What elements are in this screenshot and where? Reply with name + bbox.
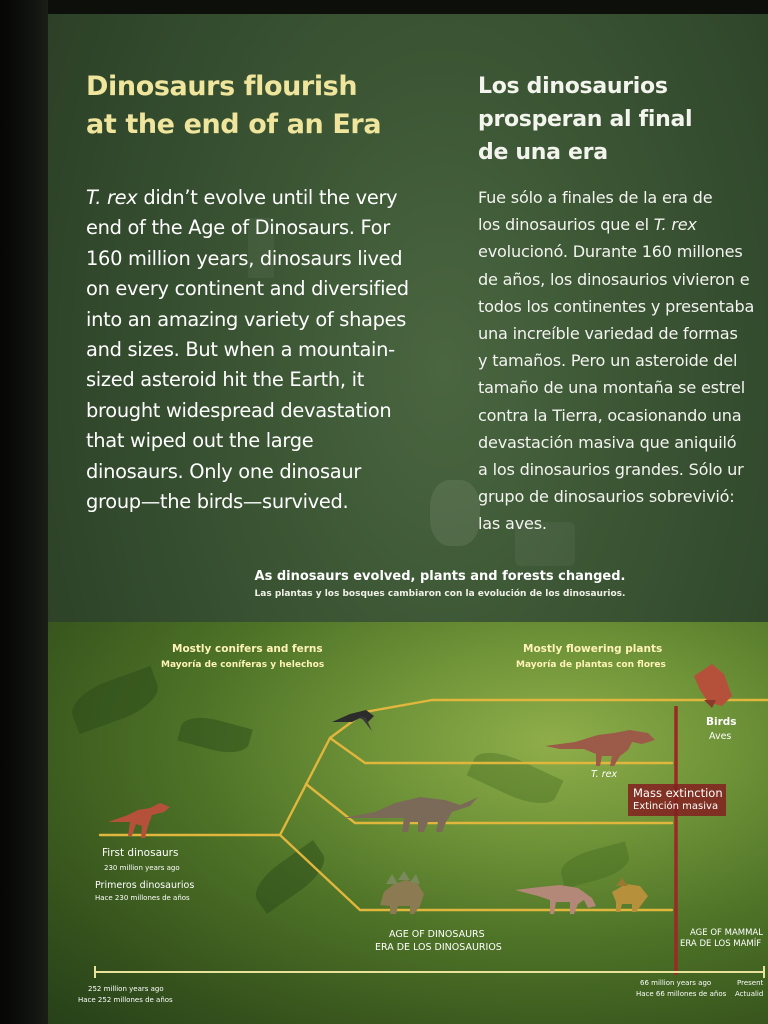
text-run: end of the Age of Dinosaurs. For	[86, 216, 390, 240]
text-run: dinosaurs. Only one dinosaur	[86, 459, 362, 483]
text-run: Fue sólo a finales de la era de	[478, 188, 713, 207]
text-run: todos los continentes y presentaba	[478, 296, 755, 316]
diagram-heading-english: As dinosaurs evolved, plants and forests changed.	[254, 569, 626, 584]
mass-extinction-badge	[628, 784, 726, 816]
text-run: brought widespread devastation	[86, 398, 392, 422]
label-time-252-es: Hace 252 millones de años	[78, 996, 173, 1004]
label-first-time-en: 230 million years ago	[104, 864, 180, 872]
label-flowering-es: Mayoría de plantas con flores	[516, 660, 666, 670]
sauropod-icon	[343, 797, 478, 832]
italic-species-name: T. rex	[653, 215, 697, 235]
pterosaur-icon	[332, 710, 374, 731]
label-first-dinosaurs-en: First dinosaurs	[102, 847, 179, 859]
text-run: group—the birds—survived.	[86, 490, 349, 514]
text-run: didn’t evolve until the very	[137, 186, 398, 209]
ceratopsian-icon	[612, 878, 648, 912]
text-run: a los dinosaurios grandes. Sólo ur	[478, 460, 744, 480]
trex-icon	[545, 730, 655, 766]
label-birds-es: Aves	[709, 731, 732, 742]
label-present-en: Present	[737, 979, 764, 987]
text-run: 160 million years, dinosaurs lived	[86, 246, 403, 270]
label-age-dinosaurs-es: ERA DE LOS DINOSAURIOS	[375, 942, 502, 953]
label-mass-extinction-es: Extinción masiva	[633, 801, 719, 812]
italic-species-name: T. rex	[86, 186, 138, 209]
label-first-dinosaurs-es: Primeros dinosaurios	[95, 880, 195, 891]
label-flowering-en: Mostly flowering plants	[523, 643, 663, 655]
label-birds-en: Birds	[706, 716, 737, 728]
text-run: that wiped out the large	[86, 429, 314, 453]
label-first-time-es: Hace 230 millones de años	[95, 894, 190, 902]
text-run: tamaño de una montaña se estrel	[478, 378, 745, 398]
text-run: devastación masiva que aniquiló	[478, 432, 737, 452]
text-run: grupo de dinosaurios sobrevivió:	[478, 487, 735, 507]
label-time-66-es: Hace 66 millones de años	[636, 990, 727, 998]
text-run: contra la Tierra, ocasionando una	[478, 405, 742, 425]
title-english: Dinosaurs flourish at the end of an Era	[86, 71, 382, 140]
diagram-heading-spanish: Las plantas y los bosques cambiaron con la evolución de los dinosaurios.	[254, 589, 626, 599]
label-mass-extinction-en: Mass extinction	[633, 786, 723, 800]
first-dinosaur-icon	[108, 803, 170, 838]
text-run: on every continent and diversified	[86, 277, 409, 301]
label-present-es: Actualid	[735, 990, 764, 998]
label-conifers-en: Mostly conifers and ferns	[172, 643, 323, 655]
label-age-dinosaurs-en: AGE OF DINOSAURS	[389, 929, 485, 940]
branch-lower	[280, 835, 672, 910]
stegosaur-icon	[380, 871, 424, 914]
label-age-mammals-en: AGE OF MAMMAL	[690, 928, 763, 938]
text-run: los dinosaurios que el	[478, 215, 654, 235]
text-run: una increíble variedad de formas	[478, 324, 738, 344]
label-trex: T. rex	[591, 769, 618, 780]
text-run: sized asteroid hit the Earth, it	[86, 368, 365, 392]
text-run: y tamaños. Pero un asteroide del	[478, 351, 738, 371]
label-conifers-es: Mayoría de coníferas y helechos	[161, 660, 325, 670]
label-time-66-en: 66 million years ago	[640, 979, 712, 987]
title-spanish: Los dinosaurios prosperan al final de una era	[478, 74, 693, 165]
label-age-mammals-es: ERA DE LOS MAMÍF	[680, 939, 762, 949]
label-time-252-en: 252 million years ago	[88, 985, 164, 993]
text-run: evolucionó. Durante 160 millones	[478, 242, 743, 262]
text-run: de años, los dinosaurios vivieron e	[478, 269, 750, 289]
text-run: and sizes. But when a mountain-	[86, 338, 395, 362]
bird-dinosaur-icon	[694, 664, 732, 708]
text-run: las aves.	[478, 514, 547, 534]
text-run: into an amazing variety of shapes	[86, 307, 407, 331]
